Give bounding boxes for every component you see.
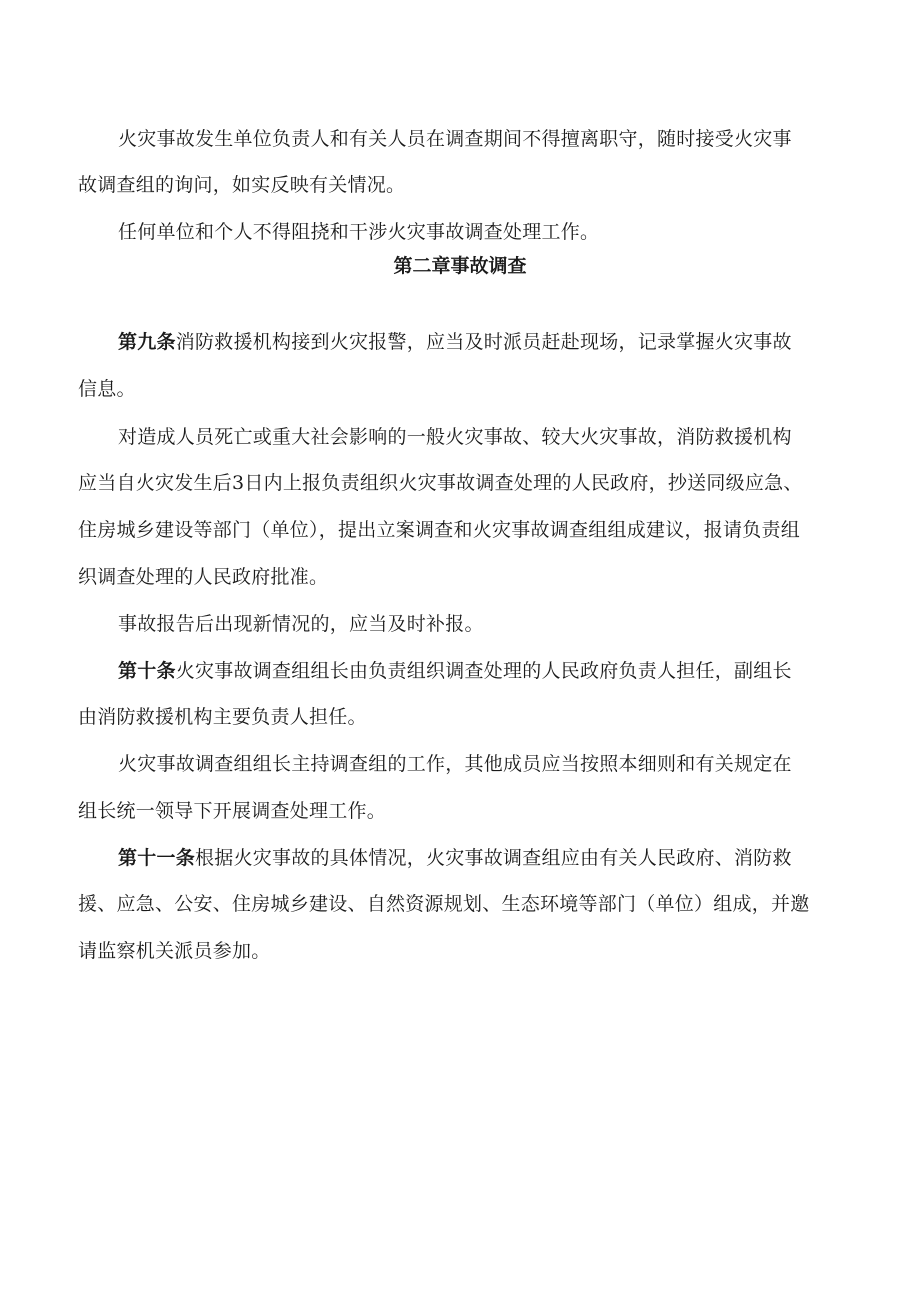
article-text: 根据火灾事故的具体情况，火灾事故调查组应由有关人民政府、消防救 (195, 847, 792, 869)
paragraph-line: 对造成人员死亡或重大社会影响的一般火灾事故、较大火灾事故，消防救援机构 (118, 426, 792, 448)
paragraph-line: 由消防救援机构主要负责人担任。 (78, 706, 367, 728)
paragraph-line: 火灾事故调查组组长主持调查组的工作，其他成员应当按照本细则和有关规定在 (118, 753, 792, 775)
article-text: 消防救援机构接到火灾报警，应当及时派员赶赴现场，记录掌握火灾事故 (175, 331, 792, 353)
paragraph-line: 事故报告后出现新情况的，应当及时补报。 (118, 613, 484, 635)
article-number: 第十一条 (118, 847, 196, 869)
article-9-line (118, 329, 898, 355)
paragraph-line: 组长统一领导下开展调查处理工作。 (78, 800, 387, 822)
paragraph-line: 应当自火灾发生后3日内上报负责组织火灾事故调查处理的人民政府，抄送同级应急、 (78, 472, 803, 494)
paragraph-line: 信息。 (78, 378, 136, 400)
paragraph-line: 援、应急、公安、住房城乡建设、自然资源规划、生态环境等部门（单位）组成，并邀 (78, 893, 810, 915)
paragraph-line: 任何单位和个人不得阻挠和干涉火灾事故调查处理工作。 (118, 221, 600, 243)
article-10-line (118, 658, 898, 684)
paragraph-line: 住房城乡建设等部门（单位），提出立案调查和火灾事故调查组组成建议，报请负责组 (78, 519, 801, 541)
paragraph-line: 请监察机关派员参加。 (78, 940, 271, 962)
article-11-line (118, 845, 898, 871)
article-number: 第十条 (118, 660, 176, 682)
article-text: 火灾事故调查组组长由负责组织调查处理的人民政府负责人担任，副组长 (175, 660, 792, 682)
paragraph-line: 织调查处理的人民政府批准。 (78, 566, 329, 588)
paragraph-line: 火灾事故发生单位负责人和有关人员在调查期间不得擅离职守，随时接受火灾事 (118, 128, 792, 150)
article-number: 第九条 (118, 331, 176, 353)
chapter-title: 第二章事故调查 (393, 255, 527, 277)
paragraph-line: 故调查组的询问，如实反映有关情况。 (78, 174, 406, 196)
